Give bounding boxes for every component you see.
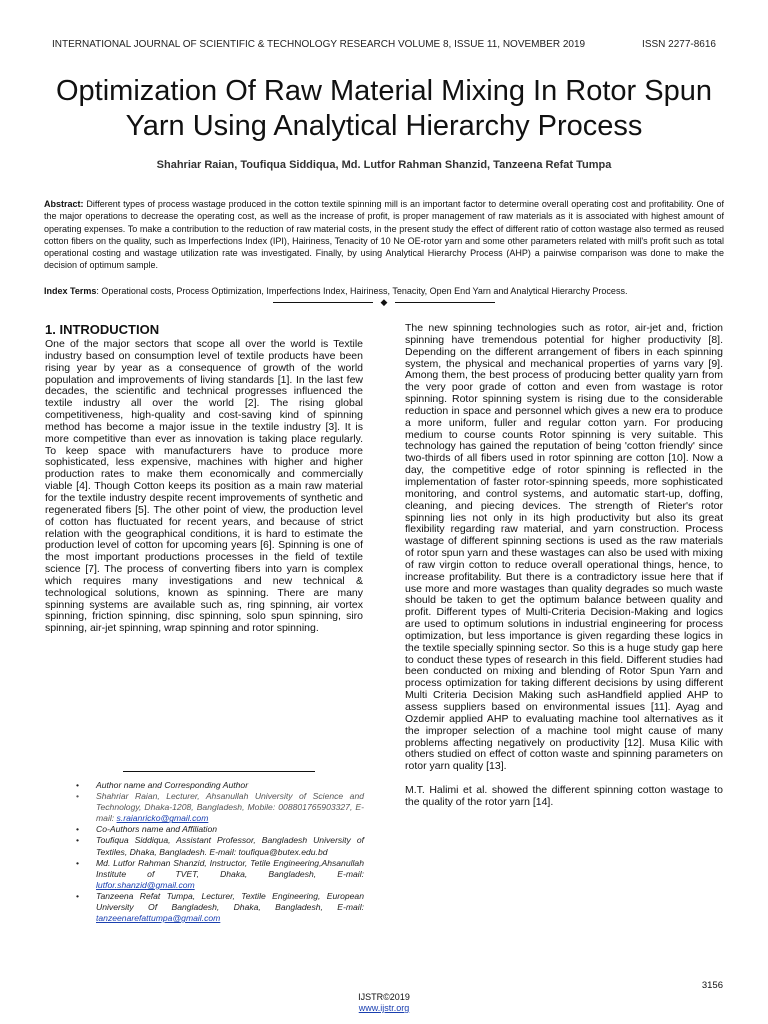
footnote-item: • Toufiqua Siddiqua, Assistant Professor, Bangladesh University of Textiles, Dhaka, Bangladesh. E-mail: toufiqua@butex.edu.bd	[72, 835, 364, 857]
journal-name: INTERNATIONAL JOURNAL OF SCIENTIFIC & TECHNOLOGY RESEARCH VOLUME 8, ISSUE 11, NOVEMBER 2019	[52, 39, 586, 50]
index-terms-label: Index Terms	[44, 286, 97, 296]
footnote-item: • Md. Lutfor Rahman Shanzid, Instructor, Tetile Engineering,Ahsanullah Institute of TVET, Dhaka, Bangladesh, E-mail: lutfor.shanzid@gmail.com	[72, 858, 364, 891]
index-terms-text: : Operational costs, Process Optimization, Imperfections Index, Hairiness, Tenacity, Open End Yarn and Analytical Hierarchy Process.	[96, 286, 628, 296]
separator-line-left	[273, 302, 373, 303]
footnote-item: • Tanzeena Refat Tumpa, Lecturer, Textile Engineering, European University Of Bangladesh, Dhaka, Bangladesh, E-mail: tanzeenarefattumpa@gmail.com	[72, 891, 364, 924]
page-number: 3156	[701, 980, 723, 991]
journal-url-link[interactable]: www.ijstr.org	[358, 1003, 410, 1013]
introduction-paragraph-left: One of the major sectors that scope all over the world is Textile industry based on consumption level of textile products have been rising year by year as a consequence of growth of the world population and improvements of living standards [1]. In the last few decades, the scientific and technical progresses influenced the textile industry all over the world [2]. The rising global competitiveness, high-quality and cost-saving kind of spinning method has become a major issue in the textile industry [3]. It is more competitive than ever as innovation is taking place regularly. To keep space with manufacturers have to produce more sophisticated, less expensive, machines with higher and higher production rates to make them economically and commercially viable [4]. Though Cotton keeps its position as a main raw material for the textile industry despite recent improvements of synthetic and regenerated fibers [5]. The other point of view, the production level of cotton has fluctuated for recent years, and because of strict relation with the geographical conditions, it is hard to estimate the production level of cotton for upcoming years [6]. Spinning is one of the most important productions processes in the field of textile science [7]. The process of converting fibers into yarn is complex which requires many investigations and new technical & technological solutions, known as spinning. There are many spinning systems are available such as, ring spinning, air vortex spinning, friction spinning, disc spinning, solo spun spinning, siro spinning, air-jet spinning, wrap spinning and rotor spinning.	[45, 338, 363, 635]
abstract-text: Different types of process wastage produced in the cotton textile spinning mill is an important factor to determine overall operating cost and profitability. One of the major operations to decrease the operating cost, as well as the increase of profit, is proper management of raw materials as it is associated with highest amount of operating expenses. To make a contribution to the reduction of raw material costs, in the present study the effect of different ratio of cotton wastage also termed as reused cotton fibers on the quality, such as Imperfections Index (IPI), Hairiness, Tenacity of 10 Ne OE-rotor yarn and some other parameters related with mill's profit such as total operational costing and wastage utilization rate was investigated. Finally, by using Analytical Hierarchy Process (AHP) a pairwise comparison was done to make the decision of optimum sample.	[44, 199, 724, 271]
issn: ISSN 2277-8616	[642, 39, 716, 50]
index-terms	[44, 285, 724, 297]
paper-title: Optimization Of Raw Material Mixing In Rotor Spun Yarn Using Analytical Hierarchy Process	[56, 75, 712, 142]
email-link[interactable]: lutfor.shanzid@gmail.com	[96, 879, 195, 890]
email-link[interactable]: s.raianricko@gmail.com	[116, 813, 209, 824]
running-header	[52, 39, 716, 50]
email-link[interactable]: tanzeenarefattumpa@gmail.com	[96, 913, 221, 924]
abstract-label: Abstract:	[44, 199, 84, 209]
right-column	[405, 323, 723, 809]
abstract	[44, 198, 724, 272]
separator-diamond: ◆	[380, 297, 388, 307]
footnote-rule	[123, 771, 315, 772]
separator-line-right	[395, 302, 495, 303]
footnote-item: • Co-Authors name and Affiliation	[72, 824, 364, 835]
journal-footer	[0, 992, 768, 1014]
copyright: IJSTR©2019	[358, 992, 410, 1002]
introduction-heading: 1. INTRODUCTION	[45, 322, 160, 337]
footnote-item: • Author name and Corresponding Author	[72, 780, 364, 791]
footnote-item: • Shahriar Raian, Lecturer, Ahsanullah University of Science and Technology, Dhaka-1208, Bangladesh, Mobile: 008801765903327, E-mail: s.raianricko@gmail.com	[72, 791, 364, 824]
section-separator	[0, 297, 768, 308]
author-footnotes	[72, 780, 364, 924]
left-column	[45, 322, 363, 635]
introduction-paragraph-right-2: M.T. Halimi et al. showed the different spinning cotton wastage to the quality of the rotor yarn [14].	[405, 784, 723, 808]
author-list: Shahriar Raian, Toufiqua Siddiqua, Md. Lutfor Rahman Shanzid, Tanzeena Refat Tumpa	[156, 159, 612, 171]
introduction-paragraph-right: The new spinning technologies such as rotor, air-jet and, friction spinning have tremendous potential for higher productivity [8]. Depending on the different arrangement of fibers in each spinning system, the physical and mechanical properties of yarns vary [9]. Among them, the best process of producing better quality yarn from the very poor grade of cotton and even from wastage is rotor spinning. Rotor spinning system is rising due to the considerable reduction in space and personnel which gives a new era to produce a more uniform, fuller and regular cotton yarn. For producing medium to course counts Rotor spinning is very suitable. This technology has gained the reputation of being 'cotton friendly' since two-thirds of all fibers used in rotor spinning are cotton [10]. Now a day, the competitive edge of rotor spinning is reflected in the implementation of faster rotor-spinning speeds, more sophisticated monitoring, and control systems, and automatic start-up, doffing, cleaning, and piecing devices. The strength of Rieter's rotor spinning lies not only in its high productivity but also its great flexibility regarding raw material, and yarn construction. Process wastage of different spinning sections is used as the raw materials of rotor spun yarn and these wastages can also be used with mixing of raw virgin cotton to reduce overall operational things, hence, to increase profitability. But there is a contradictory issue here that if use more and more wastages than quality degrades so much waste should be taken to get the optimum balance between quality and profit. Different types of Multi-Criteria Decision-Making and logics are used to optimum solutions in industrial engineering for process optimization, but less importance is given regarding these logics in the textile specially spinning sector. So this is a huge study gap here to conduct these types of research in this field. Different studies had been conducted on mixing and blending of Rotor Spun Yarn and process optimization for taking different decisions by using different Multi Criteria Decision Making such asHandfield applied AHP to assess suppliers based on environmental issues [11]. Ayag and Ozdemir applied AHP to evaluating machine tool alternatives as it the improper selection of a machine tool might cause of many problems affecting negatively on productivity [12]. Musa Kilic with others studied on effect of cotton waste and spinning parameters on rotor yarn quality [13].	[405, 322, 723, 773]
